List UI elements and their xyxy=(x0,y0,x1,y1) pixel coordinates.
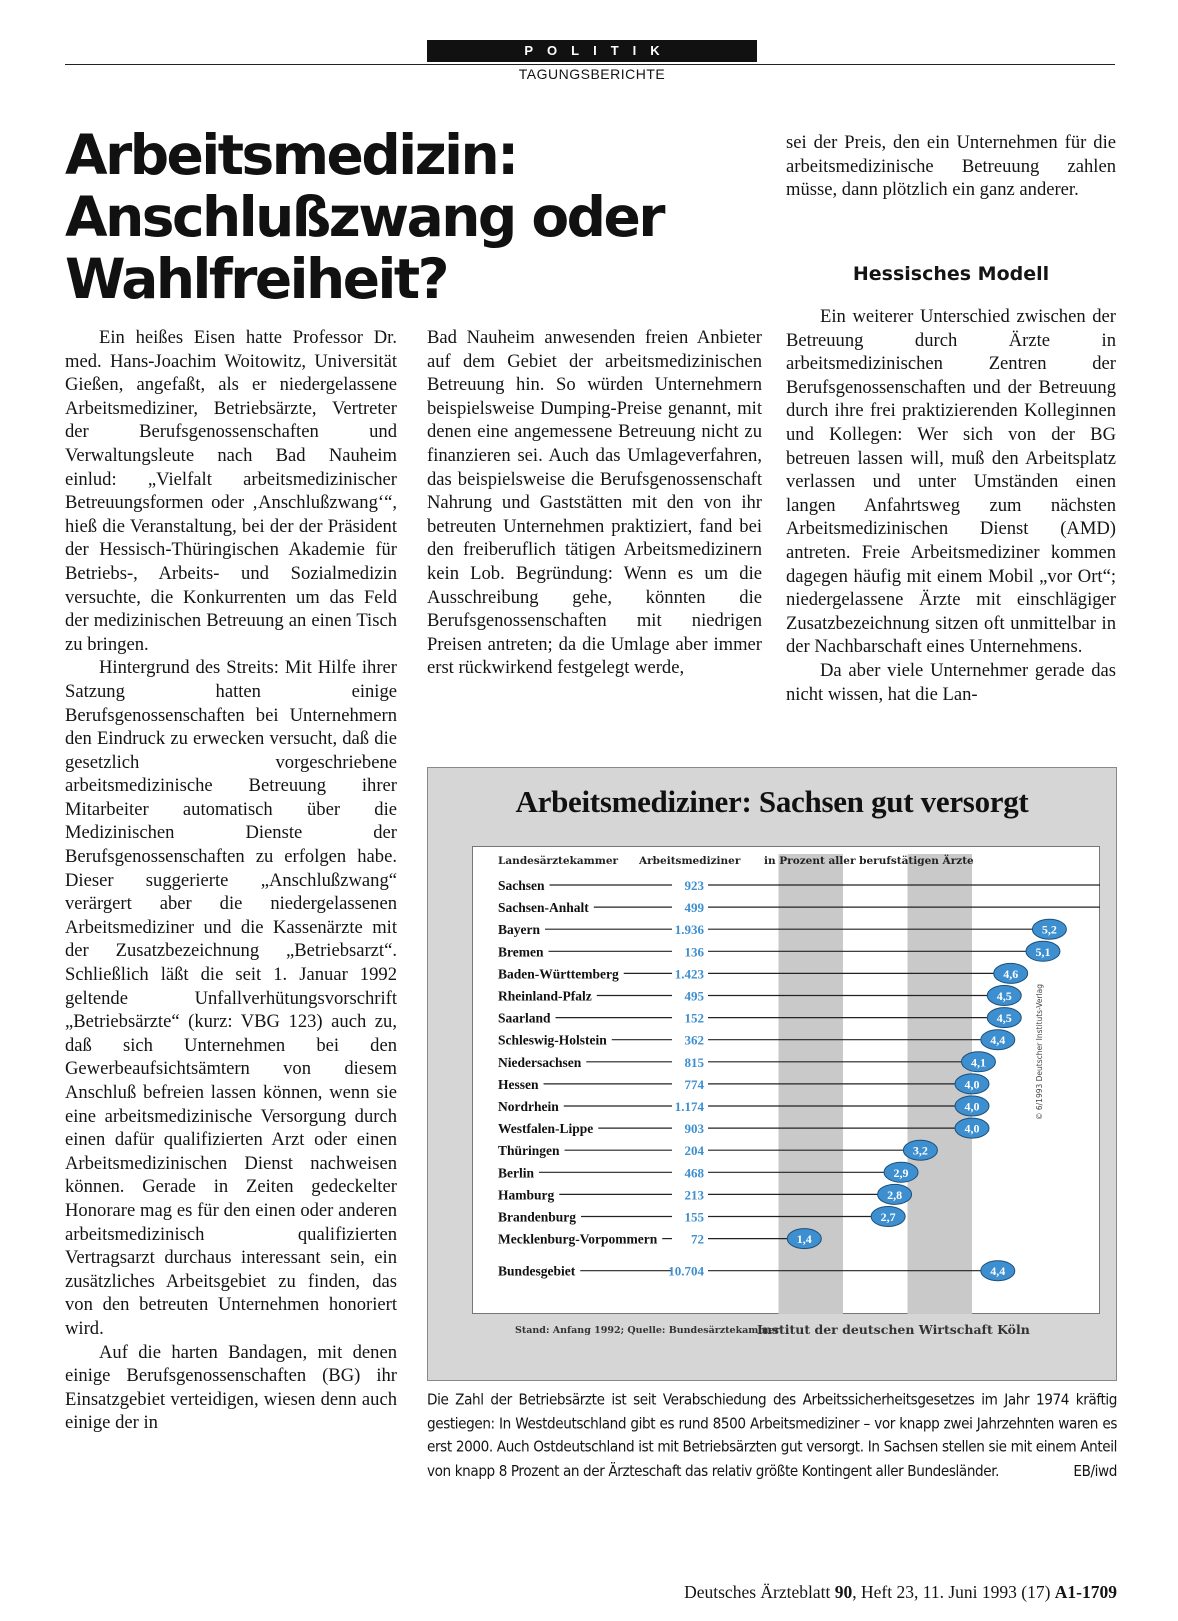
chart-category-label: Niedersachsen xyxy=(498,1054,582,1070)
journal-name: Deutsches Ärzteblatt xyxy=(684,1582,831,1602)
chart-percent-label: 1,4 xyxy=(796,1232,812,1247)
chart-percent-label: 5,1 xyxy=(1035,944,1051,959)
figure-caption xyxy=(427,1389,1117,1484)
caption-text: Die Zahl der Betriebsärzte ist seit Verabschiedung des Arbeitssicherheitsgesetzes im Jahr 1974 kräftig gestiegen: In Westdeutschland gibt es rund 8500 Arbeitsmediziner – vor knapp zwei Jahrzehnten waren es erst 2000. Auch Ostdeutschland ist mit Betriebsärzten gut versorgt. In Sachsen stellen sie mit einem Anteil von knapp 8 Prozent an der Ärzteschaft das relativ größte Kontingent aller Bundesländer. xyxy=(427,1391,1117,1480)
chart-percent-label: 4,5 xyxy=(996,989,1012,1003)
chart-percent-label: 2,9 xyxy=(893,1165,909,1180)
chart-category-label: Thüringen xyxy=(498,1143,560,1159)
chart-count-label: 155 xyxy=(684,1209,704,1225)
chart-category-label: Bayern xyxy=(498,922,540,938)
chart-category-label: Hamburg xyxy=(498,1187,555,1203)
chart-percent-label: 4,0 xyxy=(964,1077,980,1092)
headline-line: Wahlfreiheit? xyxy=(65,247,448,311)
chart-source-note: Stand: Anfang 1992; Quelle: Bundesärztekammer xyxy=(515,1325,780,1336)
article-headline xyxy=(65,124,725,310)
chart-count-label: 774 xyxy=(684,1076,704,1092)
body-column-2 xyxy=(427,326,762,680)
chart-count-label: 1.423 xyxy=(674,966,704,982)
chart-category-label: Brandenburg xyxy=(498,1209,577,1225)
paragraph: Ein heißes Eisen hatte Professor Dr. med. Hans-Joachim Woitowitz, Universität Gießen, angefaßt, als er niedergelassene Arbeitsmediziner, Betriebsärzte, Vertreter der Berufsgenossenschaften und Verwaltungsleute nach Bad Nauheim einlud: „Vielfalt arbeitsmedizinischer Betreuungsformen oder ‚Anschlußzwang‘“, hieß die Veranstaltung, bei der der Präsident der Hessisch-Thüringischen Akademie für Betriebs-, Arbeits- und Sozialmedizin versuchte, die Konkurrenten um das Feld der medizinischen Betreuung an einen Tisch zu bringen. xyxy=(65,327,397,655)
chart-count-label: 923 xyxy=(684,878,704,893)
chart-percent-label: 4,4 xyxy=(990,1033,1006,1048)
chart-category-label: Westfalen-Lippe xyxy=(498,1121,594,1137)
chart-category-label: Bundesgebiet xyxy=(498,1263,576,1279)
chart-category-label: Baden-Württemberg xyxy=(498,966,619,982)
chart-percent-label: 3,2 xyxy=(912,1143,928,1158)
chart-count-label: 204 xyxy=(684,1143,704,1159)
chart-copyright: © 6/1993 Deutscher Instituts-Verlag xyxy=(1035,984,1044,1120)
chart-count-label: 136 xyxy=(684,944,704,960)
chart xyxy=(472,846,1100,1314)
chart-percent-label: 2,7 xyxy=(880,1210,896,1224)
chart-category-label: Berlin xyxy=(498,1165,534,1181)
chart-institute: Institut der deutschen Wirtschaft Köln xyxy=(757,1322,1030,1337)
chart-category-label: Mecklenburg-Vorpommern xyxy=(498,1231,658,1247)
chart-category-label: Saarland xyxy=(498,1010,551,1026)
paragraph: Da aber viele Unternehmer gerade das nicht wissen, hat die Lan- xyxy=(786,659,1116,705)
chart-category-label: Rheinland-Pfalz xyxy=(498,988,592,1004)
chart-count-label: 1.936 xyxy=(674,922,704,938)
page-footer xyxy=(427,1582,1117,1603)
paragraph: Ein weiterer Unterschied zwischen der Betreuung durch Ärzte in arbeitsmedizinischen Zentren der Berufsgenossenschaften und der Betreuung durch ihre frei praktizierenden Kolleginnen und Kollegen: Wer sich von der BG betreuen lassen will, muß den Arbeitsplatz verlassen und unter Umständen einen langen Anfahrtsweg zum nächsten Arbeitsmedizinischen Dienst (AMD) antreten. Freie Arbeitsmediziner kommen dagegen häufig mit einem Mobil „vor Ort“; niedergelassene Ärzte mit einschlägiger Zusatzbezeichnung sitzen oft unmittelbar in der Nachbarschaft eines Unternehmens. xyxy=(786,306,1116,658)
chart-category-label: Hessen xyxy=(498,1076,539,1092)
paragraph: sei der Preis, den ein Unternehmen für die arbeitsmedizinische Betreuung zahlen müsse, dann plötzlich ein ganz anderer. xyxy=(786,132,1116,201)
chart-count-label: 495 xyxy=(684,988,704,1004)
chart-category-label: Nordrhein xyxy=(498,1099,559,1114)
chart-category-label: Sachsen-Anhalt xyxy=(498,900,589,916)
paragraph: Bad Nauheim anwesenden freien Anbieter auf dem Gebiet der arbeitsmedizinischen Betreuung hin. So würden Unternehmern beispielsweise Dumping-Preise genannt, mit denen eine angemessene Betreuung nicht zu finanzieren sei. Auch das Umlageverfahren, das beispielsweise die Berufsgenossenschaft Nahrung und Gaststätten mit den von ihr betreuten Unternehmen praktiziert, fand bei den freiberuflich tätigen Arbeitsmedizinern kein Lob. Begründung: Wenn es um die Ausschreibung gehe, könnten die Berufsgenossenschaften mit niedrigen Preisen antreten; da die Umlage aber immer erst rückwirkend festgelegt werde, xyxy=(427,327,762,679)
chart-column-header: in Prozent aller berufstätigen Ärzte xyxy=(764,855,974,867)
chart-column-header: Landesärztekammer xyxy=(498,855,619,867)
chart-percent-label: 4,0 xyxy=(964,1121,980,1136)
section-label: POLITIK xyxy=(427,40,757,62)
headline-line: Arbeitsmedizin: xyxy=(65,123,517,187)
chart-percent-label: 2,8 xyxy=(887,1187,903,1202)
body-column-3-top xyxy=(786,131,1116,202)
subheading: Hessisches Modell xyxy=(852,263,1050,285)
chart-percent-label: 4,4 xyxy=(990,1264,1006,1279)
chart-category-label: Sachsen xyxy=(498,878,545,893)
caption-signature: EB/iwd xyxy=(1073,1462,1117,1480)
chart-count-label: 468 xyxy=(684,1165,704,1181)
journal-issue: , Heft 23, 11. Juni 1993 (17) xyxy=(852,1582,1051,1602)
chart-category-label: Bremen xyxy=(498,944,544,960)
chart-percent-label: 4,6 xyxy=(1003,966,1019,981)
chart-title: Arbeitsmediziner: Sachsen gut versorgt xyxy=(515,784,1029,819)
body-column-3-bottom xyxy=(786,305,1116,706)
paragraph: Auf die harten Bandagen, mit denen einige Berufsgenossenschaften (BG) ihr Einsatzgebiet verteidigen, wiesen denn auch einige der in xyxy=(65,1341,397,1434)
body-column-1 xyxy=(65,326,397,1435)
chart-percent-label: 5,2 xyxy=(1041,922,1057,937)
chart-count-label: 1.174 xyxy=(674,1099,704,1114)
headline-line: Anschlußzwang oder xyxy=(65,185,663,249)
chart-count-label: 362 xyxy=(684,1032,704,1048)
chart-count-label: 499 xyxy=(684,900,704,916)
page-number: A1-1709 xyxy=(1054,1582,1117,1602)
header-rule xyxy=(65,64,1115,65)
chart-percent-label: 4,5 xyxy=(996,1011,1012,1026)
chart-count-label: 10.704 xyxy=(668,1263,704,1279)
chart-percent-label: 4,1 xyxy=(970,1055,986,1070)
chart-count-label: 903 xyxy=(684,1121,704,1137)
chart-percent-label: 4,0 xyxy=(964,1099,980,1114)
chart-column-header: Arbeitsmediziner xyxy=(639,855,741,867)
subsection-label: TAGUNGSBERICHTE xyxy=(518,66,666,82)
chart-count-label: 152 xyxy=(684,1010,704,1026)
chart-category-label: Schleswig-Holstein xyxy=(498,1032,607,1048)
chart-count-label: 213 xyxy=(684,1187,704,1203)
paragraph: Hintergrund des Streits: Mit Hilfe ihrer Satzung hatten einige Berufsgenossenschaften bei Unternehmern den Eindruck zu erwecken versucht, daß die gesetzlich vorgeschriebene arbeitsmedizinische Betreuung ihrer Mitarbeiter automatisch über die Medizinischen Dienste der Berufsgenossenschaften zu erfolgen habe. Dieser suggerierte „Anschlußzwang“ verärgert aber die niedergelassenen Arbeitsmediziner und die Kassenärzte mit der Zusatzbezeichnung „Betriebsarzt“. Schließlich läßt die seit 1. Januar 1992 geltende Unfallverhütungsvorschrift „Betriebsärzte“ (kurz: VBG 123) auch zu, daß sich Unternehmen bei den Gewerbeaufsichtsämtern von diesem Anschluß befreien lassen können, wenn sie eine arbeitsmedizinische Versorgung durch einen dafür qualifizierten Arzt oder einen Arbeitsmedizinischen Dienst nachweisen können. Gerade in Zeiten gedeckelter Honorare mag es für den einen oder anderen arbeitsmedizinisch qualifizierten Vertragsarzt durchaus interessant sein, ein zusätzliches Arbeitsgebiet zu finden, das von den betreuten Unternehmen honoriert wird. xyxy=(65,657,397,1339)
journal-volume: 90 xyxy=(834,1582,853,1602)
chart-count-label: 815 xyxy=(684,1054,704,1070)
chart-count-label: 72 xyxy=(691,1231,704,1247)
